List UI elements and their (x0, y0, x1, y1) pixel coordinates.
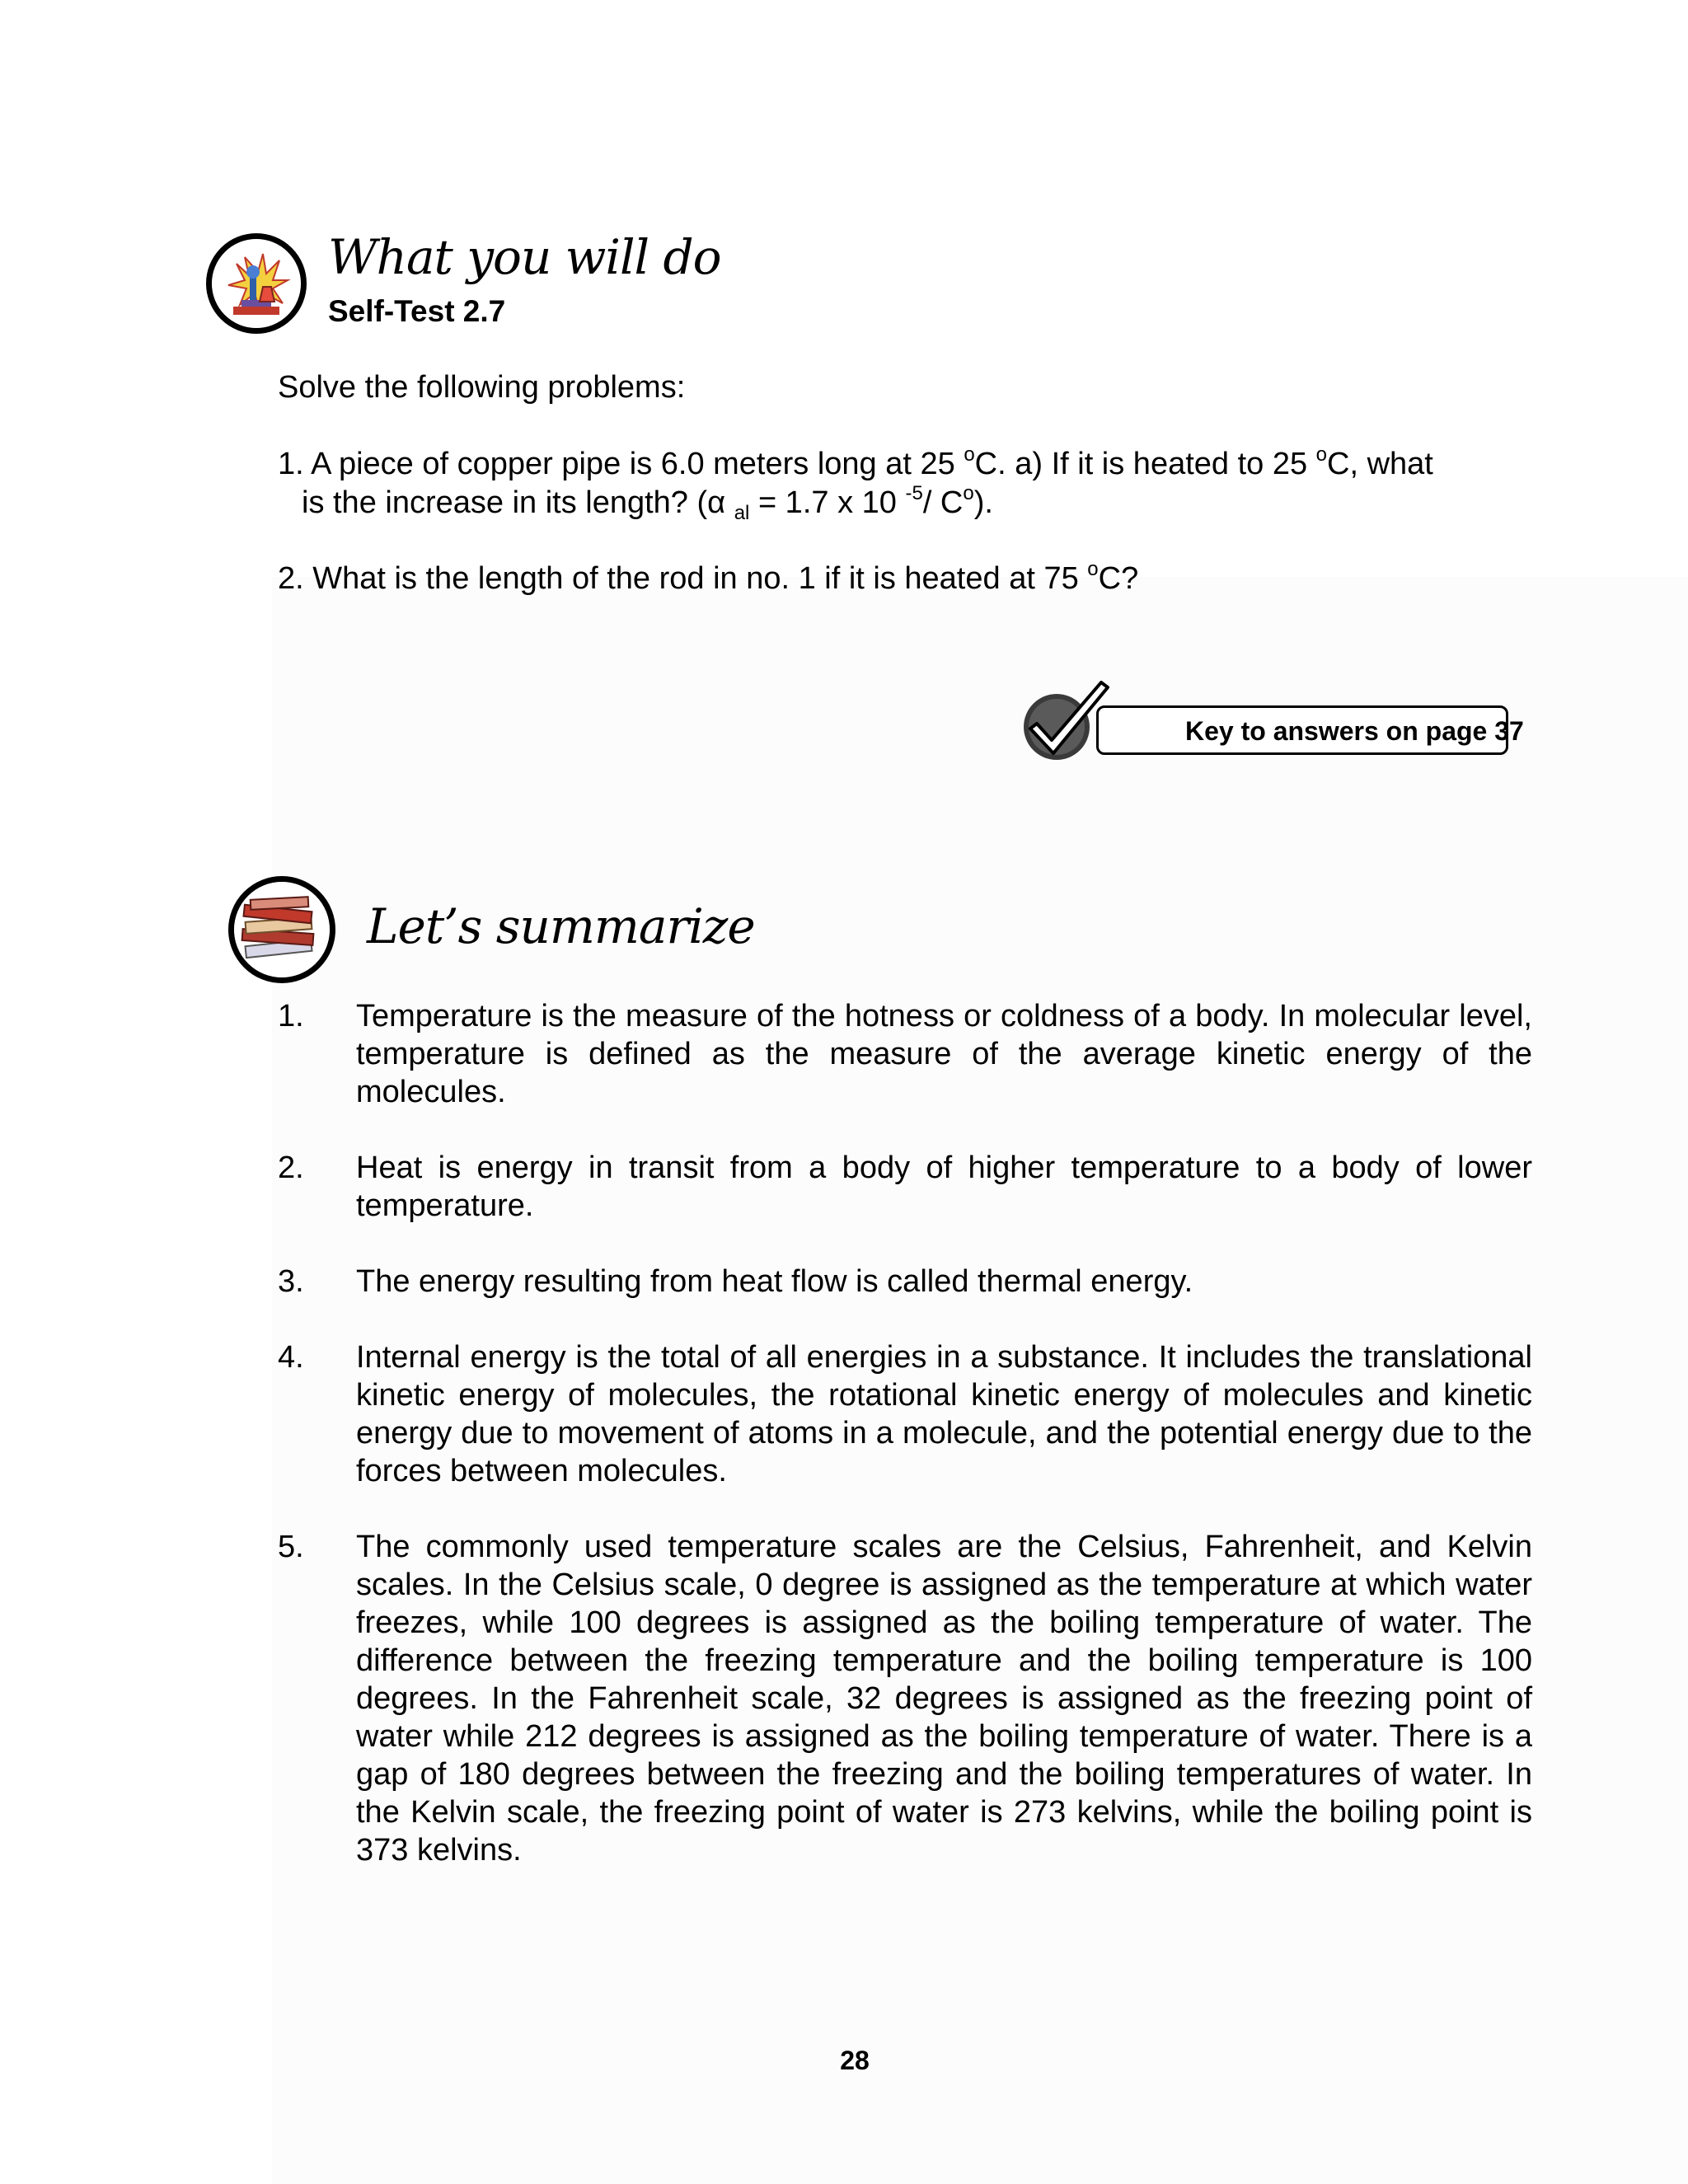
self-test-subtitle: Self-Test 2.7 (328, 294, 506, 328)
summary-list (278, 997, 1532, 1907)
summary-item-text: Heat is energy in transit from a body of higher temperature to a body of lower temperature. (356, 1151, 1532, 1223)
section-title-lets-summarize: Let’s summarize (367, 898, 755, 954)
summary-item-5 (278, 1528, 1532, 1869)
summary-item-text: The commonly used temperature scales are the Celsius, Fahrenheit, and Kelvin scales. In the Celsius scale, 0 degree is assigned as the temperature at which water freezes, while 100 degrees is assigned as the boiling temperature of water. The difference between the freezing temperature and the boiling temperature is 100 degrees. In the Fahrenheit scale, 32 degrees is assigned as the freezing point of water while 212 degrees is assigned as the boiling temperature of water. There is a gap of 180 degrees between the freezing and the boiling temperatures of water. In the Kelvin scale, the freezing point of water is 273 kelvins, while the boiling point is 373 kelvins. (356, 1530, 1532, 1868)
summary-item-text: The energy resulting from heat flow is called thermal energy. (356, 1264, 1193, 1299)
science-lab-icon (206, 233, 307, 334)
summary-item-number: 3. (278, 1264, 304, 1299)
page-number: 28 (840, 2046, 870, 2075)
summary-item-text: Internal energy is the total of all energies in a substance. It includes the translational kinetic energy of molecules, the rotational kinetic energy of molecules and kinetic energy due to movement of atoms in a molecule, and the potential energy due to the forces between molecules. (356, 1340, 1532, 1488)
books-icon (228, 876, 335, 983)
summary-item-number: 4. (278, 1340, 304, 1375)
problem-1-line-1: 1. A piece of copper pipe is 6.0 meters long at 25 $^o$C. a) If it is heated to 25 $^o$C, what (278, 443, 1433, 481)
answer-key-label: Key to answers on page 37 (1185, 716, 1524, 746)
summary-item-4 (278, 1338, 1532, 1490)
summary-item-3 (278, 1263, 1532, 1301)
summary-item-2 (278, 1149, 1532, 1225)
summary-item-number: 5. (278, 1530, 304, 1564)
checkmark-icon (1022, 676, 1121, 766)
instruction-text: Solve the following problems: (278, 370, 686, 405)
summary-item-number: 2. (278, 1151, 304, 1185)
summary-item-1 (278, 997, 1532, 1111)
answer-key-callout (1022, 676, 1524, 766)
section-title-what-you-will-do: What you will do (328, 229, 721, 285)
problem-1-line-2: is the increase in its length? (α $_{al}$ = 1.7 x 10 $^{-5}$/ $C^o$). (302, 482, 993, 524)
summary-item-text: Temperature is the measure of the hotness or coldness of a body. In molecular level, temperature is defined as the measure of the average kinetic energy of the molecules. (356, 999, 1532, 1109)
summary-item-number: 1. (278, 999, 304, 1033)
problem-2: 2. What is the length of the rod in no. 1 if it is heated at 75 $^o$C? (278, 558, 1139, 596)
answer-key-box (1096, 705, 1524, 755)
